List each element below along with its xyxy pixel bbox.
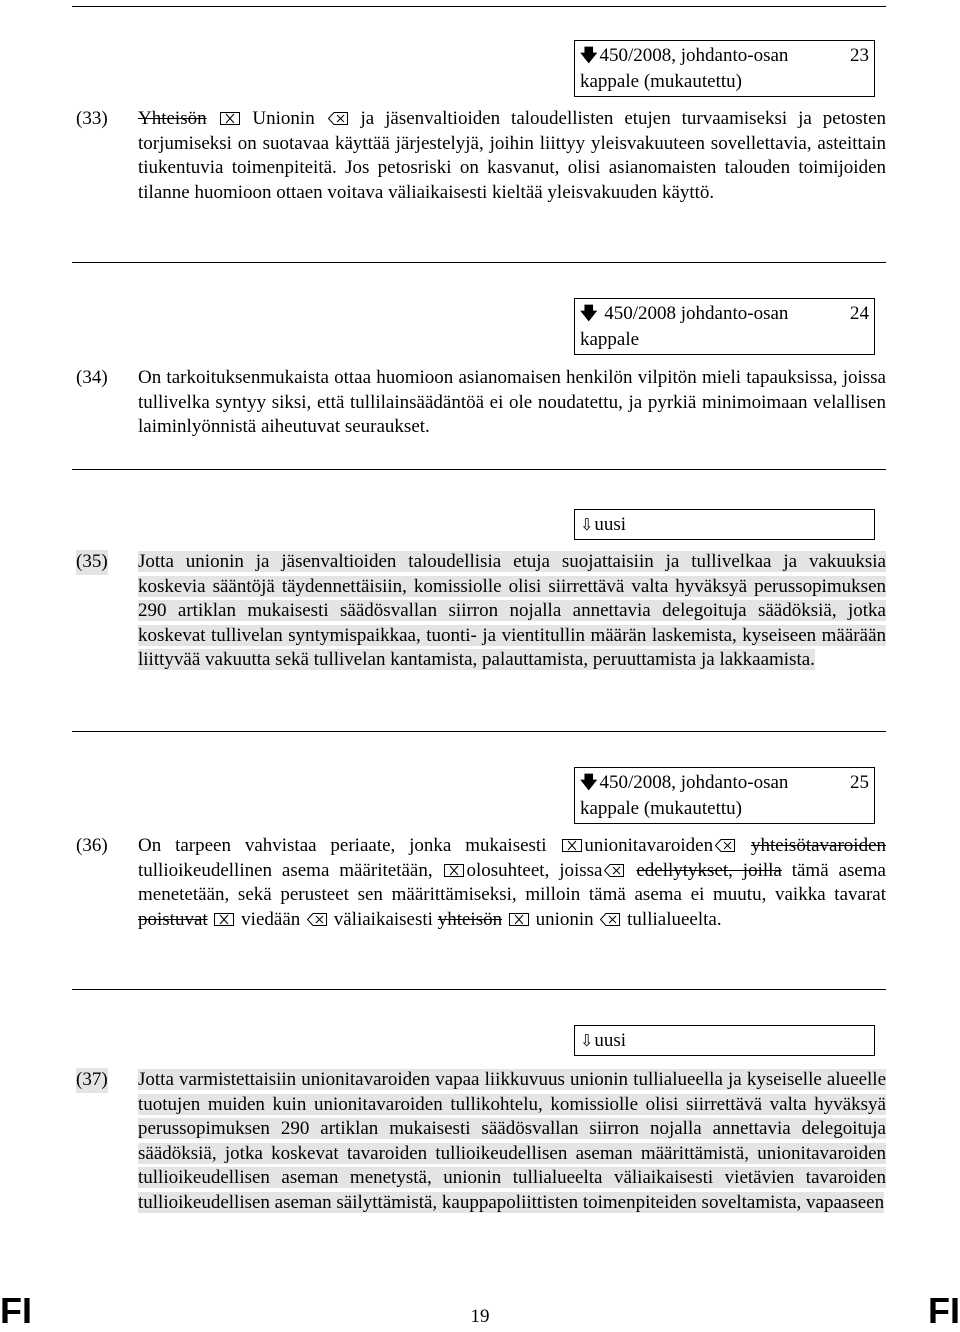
recital-text: väliaikaisesti: [333, 908, 433, 930]
reference-box-new: [574, 509, 875, 540]
separator: [72, 469, 886, 470]
reference-label: uusi: [594, 1030, 627, 1051]
recital-36: [72, 834, 886, 932]
reference-label: 450/2008, johdanto-osan: [599, 45, 789, 66]
deleted-text: Yhteisön: [138, 108, 207, 129]
inserted-text: unionin: [535, 908, 594, 930]
down-arrow-icon: 🡇: [580, 773, 598, 793]
inserted-text: Unionin: [252, 108, 315, 129]
down-arrow-icon: 🡇: [580, 304, 598, 324]
deleted-text: poistuvat: [138, 908, 208, 930]
recital-33: [72, 107, 886, 205]
insertion-end-icon: [328, 112, 348, 125]
footer-language-right: FI: [928, 1290, 960, 1331]
recital-number: (33): [76, 108, 108, 129]
inserted-text: olosuhteet, joissa: [466, 859, 603, 881]
recital-text: tämä asema menetetään, sekä perusteet sen määrittämiseksi, milloin tämä asema ei muutu, vaikka tavarat: [138, 859, 886, 906]
inserted-text: viedään: [241, 908, 301, 930]
inserted-text: unionitavaroiden: [584, 835, 714, 856]
hollow-down-arrow-icon: ⇩: [580, 1031, 594, 1050]
insertion-start-icon: [214, 913, 234, 926]
deleted-text: yhteisön: [437, 908, 503, 930]
recital-number: (36): [76, 835, 108, 856]
recital-text: tullioikeudellinen asema määritetään,: [138, 859, 433, 881]
recital-text: On tarkoituksenmukaista ottaa huomioon asianomaisen henkilön vilpitön mieli tapauksissa, joissa tullivelka syntyy siksi, että tullilainsäädäntöä ei ole noudatettu, ja pyrkiä minimoimaan velallisen laiminlyönnistä aiheutuvat seuraukset.: [138, 367, 886, 438]
separator: [72, 989, 886, 990]
top-rule: [72, 6, 886, 7]
insertion-start-icon: [444, 864, 464, 877]
recital-text: On tarpeen vahvistaa periaate, jonka mukaisesti: [138, 835, 547, 856]
insertion-end-icon: [715, 839, 735, 852]
reference-number: 23: [850, 45, 869, 66]
recital-34: [72, 366, 886, 440]
reference-label: 450/2008, johdanto-osan: [599, 772, 789, 793]
recital-number: (37): [76, 1068, 108, 1093]
recital-35: [72, 550, 886, 673]
reference-subtitle: kappale: [580, 329, 640, 350]
separator: [72, 262, 886, 263]
reference-subtitle: kappale (mukautettu): [580, 798, 742, 819]
recital-text: ja jäsenvaltioiden taloudellisten etujen turvaamiseksi ja petosten torjumiseksi on suotavaa käyttää järjestelyjä, joihin liittyy yleisvakuuteen sovellettavia, asteittain tiukentuvia toimenpiteitä. Jos petosriski on kasvanut, olisi asianomaisten talouden toimijoiden tilanne huomioon ottaen voitava väliaikaisesti kieltää yleisvakuuden käyttö.: [138, 108, 887, 203]
reference-number: 24: [850, 303, 869, 324]
insertion-end-icon: [600, 913, 620, 926]
deleted-text: edellytykset, joilla: [636, 859, 782, 881]
insertion-start-icon: [509, 913, 529, 926]
reference-subtitle: kappale (mukautettu): [580, 71, 742, 92]
insertion-end-icon: [307, 913, 327, 926]
insertion-end-icon: [604, 864, 624, 877]
recital-number: (35): [76, 550, 108, 575]
recital-number: (34): [76, 367, 108, 388]
recital-37: [72, 1068, 886, 1216]
recital-text: Jotta varmistettaisiin unionitavaroiden vapaa liikkuvuus unionin tullialueella ja kyseiselle alueelle tuotujen muiden kuin unionitavaroiden tullikohtelu, komissiolle olisi siirrettävä valta hyväksyä perussopimuksen 290 artiklan mukaisesti säädösvallan siirron nojalla annettavia delegoituja säädöksiä, jotka koskevat tavaroiden tullioikeudellisen aseman määrittämistä, unionitavaroiden tullioikeudellisen aseman menetystä, unionin tullialueelta väliaikaisesti vietävien tavaroiden tullioikeudellisen aseman säilyttämistä, kauppapoliittisten toimenpiteiden soveltamista, vapaaseen: [138, 1069, 886, 1213]
reference-box-23: [574, 40, 875, 97]
reference-box-24: [574, 298, 875, 355]
footer-language-left: FI: [0, 1290, 32, 1331]
recital-text: Jotta unionin ja jäsenvaltioiden taloudellisia etuja suojattaisiin ja tullivelkaa ja vakuuksia koskevia sääntöjä täydennettäisiin, komissiolle olisi siirrettävä valta hyväksyä perussopimuksen 290 artiklan mukaisesti säädösvallan siirron nojalla annettavia delegoituja säädöksiä, jotka koskevat tullivelan syntymispaikkaa, tuonti- ja vientitullin määrän laskemista, kyseiseen määrään liittyvää vakuutta sekä tullivelan kantamista, palauttamista, peruuttamista ja lakkaamista.: [138, 551, 886, 671]
insertion-start-icon: [220, 112, 240, 125]
reference-label: uusi: [594, 514, 627, 535]
separator: [72, 731, 886, 732]
reference-number: 25: [850, 772, 869, 793]
reference-box-25: [574, 767, 875, 824]
insertion-start-icon: [562, 839, 582, 852]
hollow-down-arrow-icon: ⇩: [580, 515, 594, 534]
down-arrow-icon: 🡇: [580, 46, 598, 66]
recital-text: tullialueelta.: [627, 908, 722, 930]
reference-box-new: [574, 1025, 875, 1056]
reference-label: 450/2008 johdanto-osan: [604, 303, 789, 324]
page-number: 19: [470, 1306, 490, 1327]
deleted-text: yhteisötavaroiden: [750, 835, 887, 856]
